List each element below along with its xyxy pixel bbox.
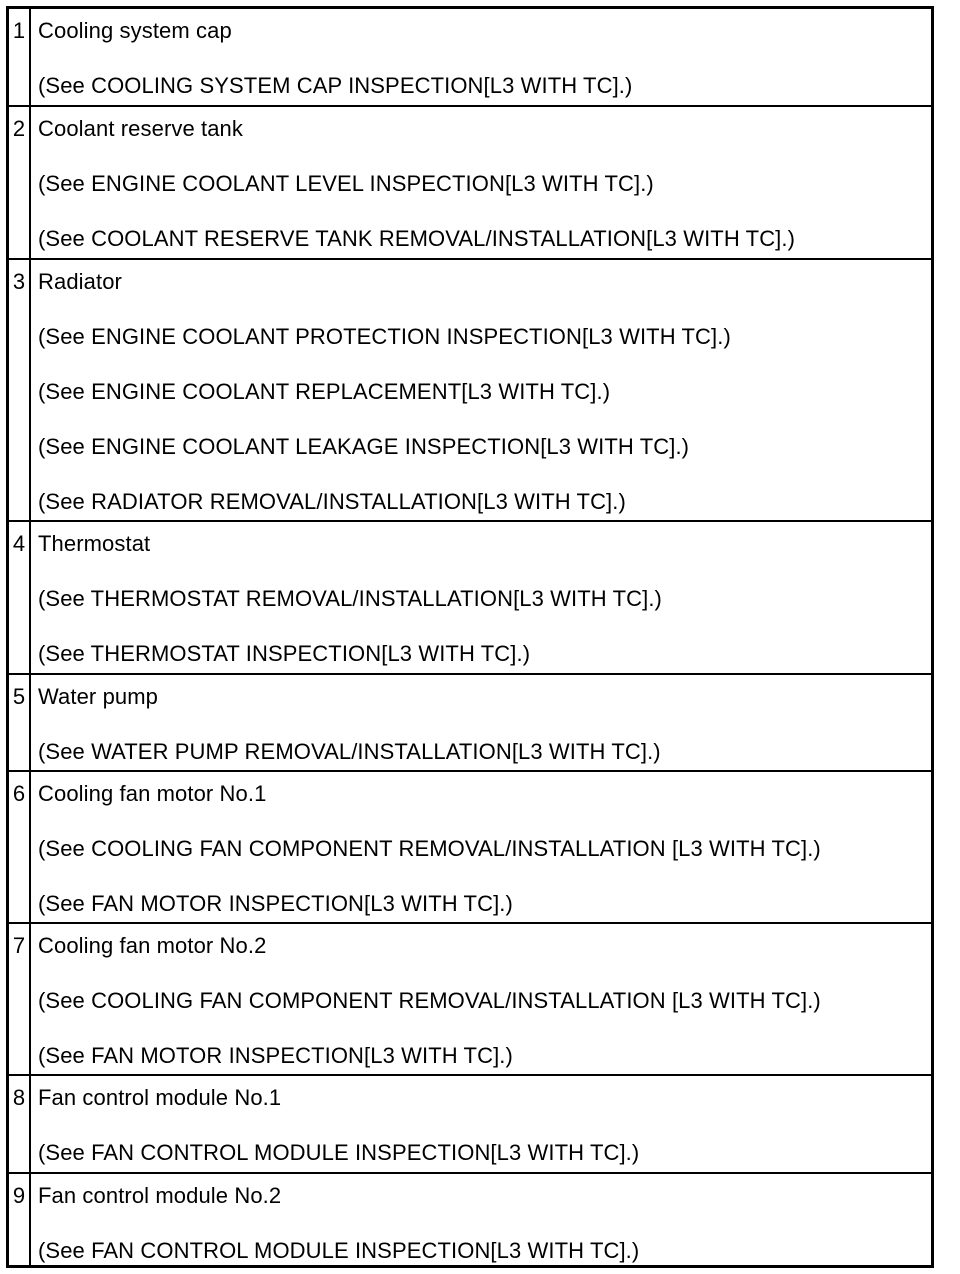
row-content — [31, 675, 931, 770]
reference-link[interactable]: (See ENGINE COOLANT REPLACEMENT[L3 WITH TC].) — [38, 379, 611, 404]
part-name: Cooling fan motor No.1 — [38, 781, 267, 806]
row-number: 1 — [9, 9, 31, 105]
reference-link[interactable]: (See ENGINE COOLANT PROTECTION INSPECTION[L3 WITH TC].) — [38, 324, 731, 349]
cooling-system-parts-table — [6, 6, 934, 1268]
part-name: Cooling system cap — [38, 18, 232, 43]
row-content — [31, 107, 931, 258]
row-number: 2 — [9, 107, 31, 258]
row-number: 6 — [9, 772, 31, 922]
reference-link[interactable]: (See COOLING SYSTEM CAP INSPECTION[L3 WITH TC].) — [38, 73, 633, 98]
table-row — [9, 258, 931, 520]
part-name: Fan control module No.1 — [38, 1085, 282, 1110]
part-name: Cooling fan motor No.2 — [38, 933, 267, 958]
table-row — [9, 770, 931, 922]
table-row — [9, 105, 931, 258]
row-content — [31, 924, 931, 1074]
reference-link[interactable]: (See FAN CONTROL MODULE INSPECTION[L3 WITH TC].) — [38, 1140, 640, 1165]
reference-link[interactable]: (See THERMOSTAT INSPECTION[L3 WITH TC].) — [38, 641, 531, 666]
row-content — [31, 522, 931, 673]
row-number: 4 — [9, 522, 31, 673]
reference-link[interactable]: (See THERMOSTAT REMOVAL/INSTALLATION[L3 WITH TC].) — [38, 586, 662, 611]
row-number: 8 — [9, 1076, 31, 1172]
reference-link[interactable]: (See COOLANT RESERVE TANK REMOVAL/INSTALLATION[L3 WITH TC].) — [38, 226, 796, 251]
row-content — [31, 1076, 931, 1172]
row-content — [31, 772, 931, 922]
table-row — [9, 1074, 931, 1172]
row-content — [31, 260, 931, 520]
table-row — [9, 520, 931, 673]
part-name: Fan control module No.2 — [38, 1183, 282, 1208]
table-row — [9, 1172, 931, 1265]
reference-link[interactable]: (See RADIATOR REMOVAL/INSTALLATION[L3 WITH TC].) — [38, 489, 626, 514]
reference-link[interactable]: (See ENGINE COOLANT LEAKAGE INSPECTION[L3 WITH TC].) — [38, 434, 690, 459]
reference-link[interactable]: (See ENGINE COOLANT LEVEL INSPECTION[L3 WITH TC].) — [38, 171, 654, 196]
row-content — [31, 1174, 931, 1265]
row-number: 9 — [9, 1174, 31, 1265]
reference-link[interactable]: (See WATER PUMP REMOVAL/INSTALLATION[L3 WITH TC].) — [38, 739, 661, 764]
table-row — [9, 673, 931, 770]
part-name: Coolant reserve tank — [38, 116, 243, 141]
reference-link[interactable]: (See FAN MOTOR INSPECTION[L3 WITH TC].) — [38, 1043, 513, 1068]
reference-link[interactable]: (See COOLING FAN COMPONENT REMOVAL/INSTALLATION [L3 WITH TC].) — [38, 988, 821, 1013]
part-name: Radiator — [38, 269, 122, 294]
table-row — [9, 922, 931, 1074]
reference-link[interactable]: (See COOLING FAN COMPONENT REMOVAL/INSTALLATION [L3 WITH TC].) — [38, 836, 821, 861]
row-number: 7 — [9, 924, 31, 1074]
part-name: Thermostat — [38, 531, 151, 556]
row-number: 3 — [9, 260, 31, 520]
reference-link[interactable]: (See FAN MOTOR INSPECTION[L3 WITH TC].) — [38, 891, 513, 916]
row-content — [31, 9, 931, 105]
reference-link[interactable]: (See FAN CONTROL MODULE INSPECTION[L3 WITH TC].) — [38, 1238, 640, 1263]
table-row — [9, 9, 931, 105]
part-name: Water pump — [38, 684, 159, 709]
row-number: 5 — [9, 675, 31, 770]
